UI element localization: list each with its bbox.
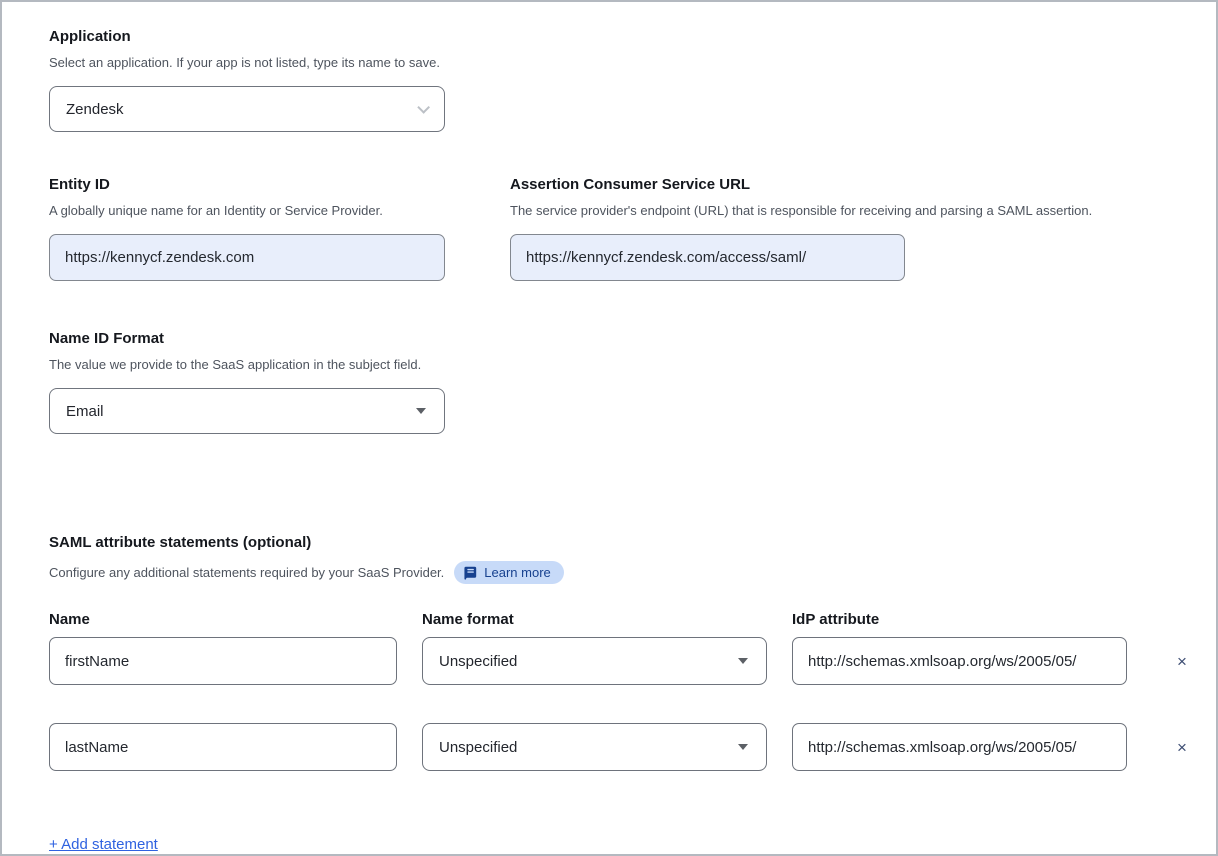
column-header-idp-attribute: IdP attribute bbox=[792, 611, 880, 628]
acs-url-input[interactable] bbox=[510, 234, 905, 281]
learn-more-button[interactable] bbox=[454, 561, 563, 584]
triangle-down-icon bbox=[738, 744, 748, 750]
column-header-name: Name bbox=[49, 611, 90, 628]
attribute-name-format-select[interactable] bbox=[422, 637, 767, 685]
attribute-statement-row bbox=[49, 637, 1187, 685]
attribute-name-input[interactable] bbox=[49, 637, 397, 685]
attribute-name-format-value: Unspecified bbox=[439, 738, 518, 756]
column-header-name-format: Name format bbox=[422, 611, 514, 628]
saml-app-config-form bbox=[2, 2, 1216, 854]
attribute-table-headers bbox=[49, 611, 1169, 629]
application-select[interactable] bbox=[49, 86, 445, 132]
remove-statement-button[interactable]: × bbox=[1171, 651, 1193, 672]
remove-statement-button[interactable]: × bbox=[1171, 737, 1193, 758]
attribute-name-format-select[interactable] bbox=[422, 723, 767, 771]
name-id-format-select[interactable] bbox=[49, 388, 445, 434]
name-id-format-select-value: Email bbox=[66, 402, 104, 420]
add-statement-link[interactable]: + Add statement bbox=[49, 836, 158, 853]
application-description: Select an application. If your app is not listed, type its name to save. bbox=[49, 55, 440, 70]
attribute-idp-input[interactable] bbox=[792, 723, 1127, 771]
acs-url-label: Assertion Consumer Service URL bbox=[510, 176, 751, 193]
attribute-name-format-value: Unspecified bbox=[439, 652, 518, 670]
application-section bbox=[49, 28, 1169, 132]
triangle-down-icon bbox=[416, 408, 426, 414]
saml-attributes-label: SAML attribute statements (optional) bbox=[49, 534, 312, 551]
triangle-down-icon bbox=[738, 658, 748, 664]
name-id-format-label: Name ID Format bbox=[49, 330, 165, 347]
saml-attributes-description-row bbox=[49, 561, 1169, 584]
attribute-name-input[interactable] bbox=[49, 723, 397, 771]
application-select-value: Zendesk bbox=[66, 100, 124, 118]
acs-url-description: The service provider's endpoint (URL) that is responsible for receiving and parsing a SAML assertion. bbox=[510, 203, 1093, 218]
saml-attributes-section bbox=[49, 534, 1187, 854]
name-id-format-section bbox=[49, 330, 1169, 434]
entity-id-label: Entity ID bbox=[49, 176, 110, 193]
saml-attributes-description: Configure any additional statements required by your SaaS Provider. bbox=[49, 564, 445, 580]
entity-id-description: A globally unique name for an Identity or Service Provider. bbox=[49, 203, 383, 218]
learn-more-label: Learn more bbox=[484, 565, 551, 580]
attribute-statement-row bbox=[49, 723, 1187, 771]
entity-id-input[interactable] bbox=[49, 234, 445, 281]
name-id-format-description: The value we provide to the SaaS application in the subject field. bbox=[49, 357, 422, 372]
application-label: Application bbox=[49, 28, 131, 45]
chevron-down-icon bbox=[417, 101, 430, 114]
attribute-idp-input[interactable] bbox=[792, 637, 1127, 685]
entity-acs-row bbox=[49, 176, 1169, 281]
book-icon bbox=[463, 566, 478, 580]
acs-url-section bbox=[510, 176, 1169, 281]
entity-id-section bbox=[49, 176, 445, 281]
